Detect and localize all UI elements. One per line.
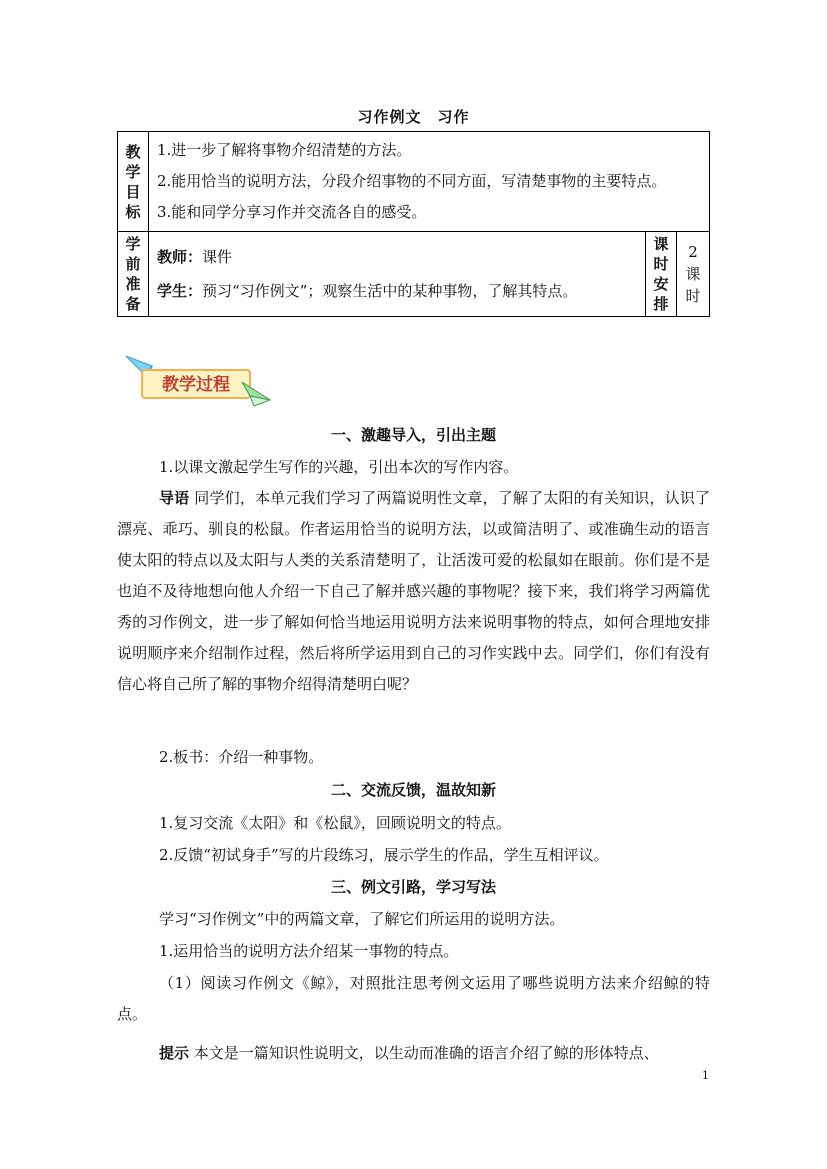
teacher-prep: 教师：课件 — [157, 248, 233, 266]
goal-item: 2.能用恰当的说明方法，分段介绍事物的不同方面，写清楚事物的主要特点。 — [157, 172, 667, 190]
paragraph: 2.反馈“初试身手”写的片段练习，展示学生的作品，学生互相评议。 — [159, 846, 609, 864]
hours-value: 2 课 时 — [677, 232, 710, 317]
lesson-info-table — [117, 131, 710, 317]
section-heading: 二、交流反馈，温故知新 — [330, 781, 496, 799]
intro-paragraph: 导语 同学们，本单元我们学习了两篇说明性文章，了解了太阳的有关知识，认识了漂亮、乖巧、驯良的松鼠。作者运用恰当的说明方法，以或简洁明了、或准确生动的语言使太阳的特点以及太阳与人类的关系清楚明了，让活泼可爱的松鼠如在眼前。你们是不是也迫不及待地想向他人介绍一下自己了解并感兴趣的事物呢？接下来，我们将学习两篇优秀的习作例文，进一步了解如何恰当地运用说明方法来说明事物的特点，如何合理地安排说明顺序来介绍制作过程，然后将所学运用到自己的习作实践中去。同学们，你们有没有信心将自己所了解的事物介绍得清楚明白呢？ — [117, 489, 710, 693]
prep-row — [118, 232, 710, 317]
prep-label: 学 前 准 备 — [118, 232, 149, 317]
paragraph: 2.板书：介绍一种事物。 — [159, 748, 324, 766]
goals-content — [149, 132, 710, 232]
paragraph: 1.以课文激起学生写作的兴趣，引出本次的写作内容。 — [159, 458, 519, 476]
goal-item: 1.进一步了解将事物介绍清楚的方法。 — [157, 141, 412, 159]
prep-content — [149, 232, 646, 317]
page-number: 1 — [702, 1069, 709, 1082]
section-heading: 一、激趣导入，引出主题 — [330, 426, 496, 444]
section-heading: 三、例文引路，学习写法 — [330, 878, 496, 896]
paragraph: （1）阅读习作例文《鲸》，对照批注思考例文运用了哪些说明方法来介绍鲸的特点。 — [117, 974, 710, 1023]
goal-item: 3.能和同学分享习作并交流各自的感受。 — [157, 203, 427, 221]
paragraph: 1.运用恰当的说明方法介绍某一事物的特点。 — [159, 942, 459, 960]
paragraph: 学习“习作例文”中的两篇文章，了解它们所运用的说明方法。 — [159, 910, 565, 928]
goals-row — [118, 132, 710, 232]
document-title: 习作例文 习作 — [357, 108, 470, 126]
hours-label: 课 时 安 排 — [646, 232, 677, 317]
teaching-process-banner — [124, 352, 272, 410]
student-prep: 学生：预习“习作例文”；观察生活中的某种事物，了解其特点。 — [157, 282, 578, 300]
paragraph: 1.复习交流《太阳》和《松鼠》，回顾说明文的特点。 — [159, 814, 511, 832]
banner-text: 教学过程 — [162, 375, 230, 395]
tip-paragraph: 提示 本文是一篇知识性说明文，以生动而准确的语言介绍了鲸的形体特点、 — [159, 1044, 659, 1062]
goals-label: 教 学 目 标 — [118, 132, 149, 232]
